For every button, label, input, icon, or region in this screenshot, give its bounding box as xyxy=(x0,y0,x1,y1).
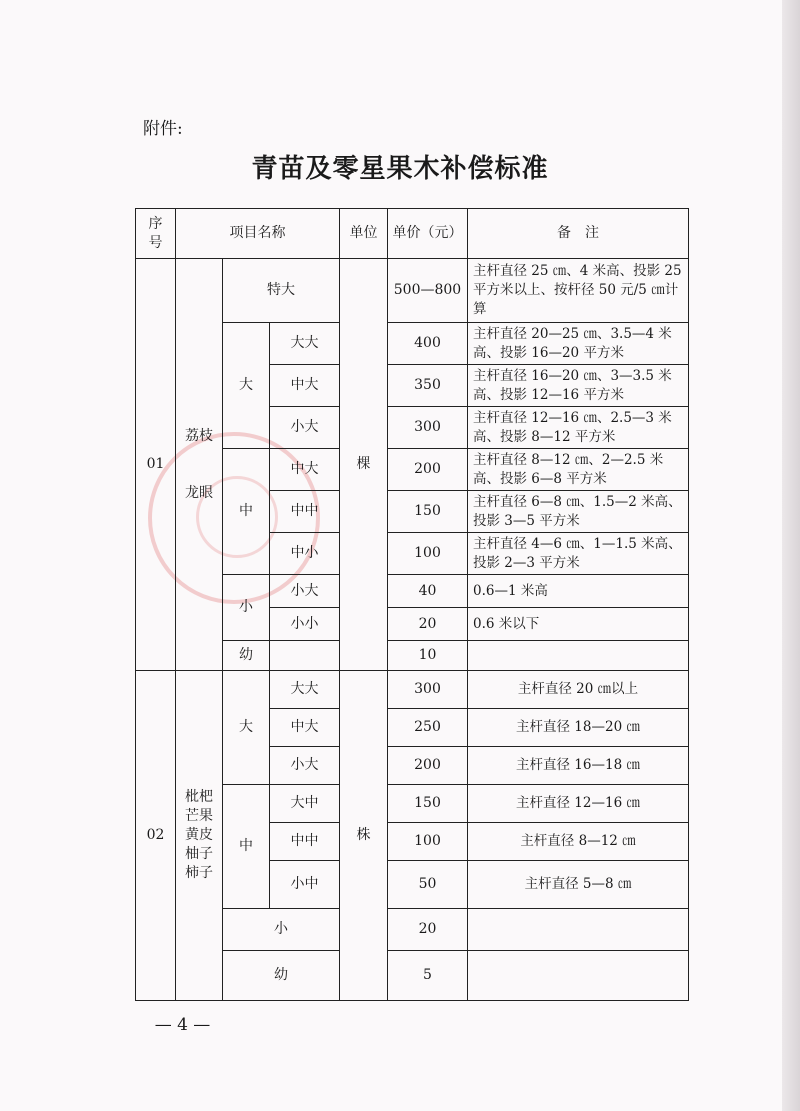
remark-cell: 主杆直径 20—25 ㎝、3.5—4 米高、投影 16—20 平方米 xyxy=(468,323,689,365)
price-cell: 150 xyxy=(388,491,468,533)
header-row xyxy=(136,209,689,259)
remark-cell xyxy=(468,951,689,1001)
grade-cell: 小大 xyxy=(270,747,340,785)
price-cell: 20 xyxy=(388,608,468,641)
grade-cell: 大大 xyxy=(270,671,340,709)
remark-cell: 主杆直径 5—8 ㎝ xyxy=(468,861,689,909)
group2-unit: 株 xyxy=(340,671,388,1001)
grade-cell: 大大 xyxy=(270,323,340,365)
document-title: 青苗及零星果木补偿标准 xyxy=(251,154,549,184)
remark-cell: 主杆直径 16—20 ㎝、3—3.5 米高、投影 12—16 平方米 xyxy=(468,365,689,407)
empty-cell xyxy=(270,641,340,671)
grade-cell: 小大 xyxy=(270,407,340,449)
compensation-table xyxy=(135,208,689,1001)
header-price: 单价（元） xyxy=(388,209,468,259)
size-large: 大 xyxy=(223,671,270,785)
price-cell: 200 xyxy=(388,449,468,491)
price-cell: 100 xyxy=(388,823,468,861)
price-cell: 150 xyxy=(388,785,468,823)
price-cell: 400 xyxy=(388,323,468,365)
header-seq: 序 号 xyxy=(136,209,176,259)
grade-cell: 幼 xyxy=(223,951,340,1001)
price-cell: 50 xyxy=(388,861,468,909)
grade-cell: 中小 xyxy=(270,533,340,575)
group2-seq: 02 xyxy=(136,671,176,1001)
grade-cell: 幼 xyxy=(223,641,270,671)
price-cell: 300 xyxy=(388,671,468,709)
price-cell: 350 xyxy=(388,365,468,407)
remark-cell: 主杆直径 16—18 ㎝ xyxy=(468,747,689,785)
remark-cell: 主杆直径 4—6 ㎝、1—1.5 米高、投影 2—3 平方米 xyxy=(468,533,689,575)
grade-cell: 中大 xyxy=(270,365,340,407)
price-cell: 20 xyxy=(388,909,468,951)
grade-cell: 中大 xyxy=(270,449,340,491)
remark-cell: 主杆直径 12—16 ㎝ xyxy=(468,785,689,823)
grade-cell: 小小 xyxy=(270,608,340,641)
price-cell: 200 xyxy=(388,747,468,785)
remark-cell: 0.6—1 米高 xyxy=(468,575,689,608)
remark-cell: 主杆直径 12—16 ㎝、2.5—3 米高、投影 8—12 平方米 xyxy=(468,407,689,449)
remark-cell: 0.6 米以下 xyxy=(468,608,689,641)
price-cell: 500—800 xyxy=(388,259,468,323)
grade-cell: 小中 xyxy=(270,861,340,909)
grade-cell: 小 xyxy=(223,909,340,951)
price-cell: 5 xyxy=(388,951,468,1001)
remark-cell: 主杆直径 20 ㎝以上 xyxy=(468,671,689,709)
grade-cell: 大中 xyxy=(270,785,340,823)
grade-cell: 中中 xyxy=(270,823,340,861)
table-row xyxy=(136,671,689,709)
table-row xyxy=(136,259,689,323)
group2-name: 枇杷 芒果 黄皮 柚子 柿子 xyxy=(176,671,223,1001)
size-medium: 中 xyxy=(223,449,270,575)
remark-cell xyxy=(468,641,689,671)
remark-cell: 主杆直径 18—20 ㎝ xyxy=(468,709,689,747)
remark-cell: 主杆直径 8—12 ㎝、2—2.5 米高、投影 6—8 平方米 xyxy=(468,449,689,491)
remark-cell xyxy=(468,909,689,951)
price-cell: 250 xyxy=(388,709,468,747)
group1-unit: 棵 xyxy=(340,259,388,671)
grade-cell: 特大 xyxy=(223,259,340,323)
page-number: — 4 — xyxy=(154,1015,211,1035)
remark-cell: 主杆直径 8—12 ㎝ xyxy=(468,823,689,861)
header-unit: 单位 xyxy=(340,209,388,259)
remark-cell: 主杆直径 6—8 ㎝、1.5—2 米高、投影 3—5 平方米 xyxy=(468,491,689,533)
price-cell: 40 xyxy=(388,575,468,608)
remark-cell: 主杆直径 25 ㎝、4 米高、投影 25 平方米以上、按杆径 50 元/5 ㎝计算 xyxy=(468,259,689,323)
group1-seq: 01 xyxy=(136,259,176,671)
price-cell: 100 xyxy=(388,533,468,575)
attachment-label: 附件: xyxy=(143,119,183,139)
price-cell: 300 xyxy=(388,407,468,449)
size-medium: 中 xyxy=(223,785,270,909)
header-remark: 备 注 xyxy=(468,209,689,259)
size-small: 小 xyxy=(223,575,270,641)
grade-cell: 中中 xyxy=(270,491,340,533)
grade-cell: 小大 xyxy=(270,575,340,608)
size-large: 大 xyxy=(223,323,270,449)
header-item: 项目名称 xyxy=(176,209,340,259)
price-cell: 10 xyxy=(388,641,468,671)
group1-name: 荔枝 龙眼 xyxy=(176,259,223,671)
grade-cell: 中大 xyxy=(270,709,340,747)
